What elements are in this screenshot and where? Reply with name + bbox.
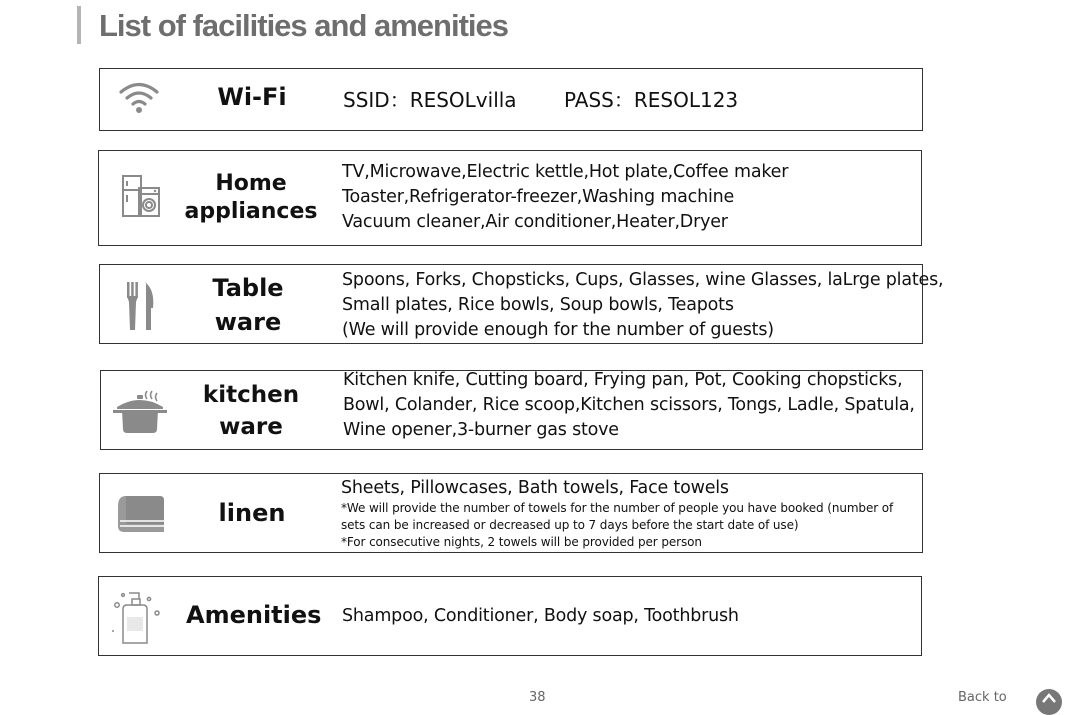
row-label: linen: [218, 499, 286, 527]
row-label: [181, 170, 321, 225]
fork-knife-icon: [125, 280, 157, 332]
row-details: [342, 604, 739, 629]
row-label-line: Home: [215, 171, 287, 196]
chevron-up-icon: [1042, 693, 1056, 703]
soap-bottle-icon: [109, 587, 165, 647]
wifi-icon: [118, 80, 160, 116]
detail-line: Wine opener,3-burner gas stove: [343, 420, 619, 440]
row-details: [343, 368, 915, 443]
row-wifi: [99, 68, 923, 131]
detail-line: (We will provide enough for the number of guests): [342, 320, 774, 340]
page-number: 38: [529, 690, 546, 705]
row-amenities: [98, 576, 922, 656]
row-table-ware: [99, 264, 944, 344]
detail-line: Toaster,Refrigerator-freezer,Washing machine: [342, 187, 735, 207]
back-to-top-button[interactable]: [1036, 689, 1062, 715]
wifi-ssid: SSID：RESOLvilla: [343, 88, 517, 112]
row-label-line: Table: [212, 274, 284, 302]
towel-icon: [116, 494, 166, 534]
detail-line: Vacuum cleaner,Air conditioner,Heater,Dryer: [342, 212, 728, 232]
home-appliance-icon: [121, 174, 161, 220]
detail-note: *We will provide the number of towels for the number of people you have booked (number of: [341, 501, 894, 515]
detail-line: Small plates, Rice bowls, Soup bowls, Teapots: [342, 295, 734, 315]
row-label-line: ware: [214, 308, 282, 336]
row-home-appliances: [98, 150, 922, 246]
row-label-line: appliances: [184, 198, 318, 224]
detail-line: Bowl, Colander, Rice scoop,Kitchen scissors, Tongs, Ladle, Spatula,: [343, 395, 915, 415]
title-accent-bar: [77, 6, 81, 44]
detail-line: Sheets, Pillowcases, Bath towels, Face towels: [341, 478, 729, 498]
row-label-line: ware: [219, 414, 283, 440]
row-label: Amenities: [186, 601, 322, 629]
detail-note: *For consecutive nights, 2 towels will be provided per person: [341, 535, 702, 549]
detail-note: sets can be increased or decreased up to 7 days before the start date of use): [341, 518, 799, 532]
detail-line: Shampoo, Conditioner, Body soap, Toothbrush: [342, 606, 739, 626]
cooking-pot-icon: [113, 389, 167, 435]
row-details: [342, 268, 943, 343]
detail-line: Kitchen knife, Cutting board, Frying pan, Pot, Cooking chopsticks,: [343, 370, 903, 390]
detail-line: Spoons, Forks, Chopsticks, Cups, Glasses, wine Glasses, laLrge plates,: [342, 270, 944, 290]
row-label: [191, 379, 311, 443]
row-label: Wi-Fi: [217, 83, 287, 111]
detail-line: TV,Microwave,Electric kettle,Hot plate,Coffee maker: [342, 162, 789, 182]
row-label: [188, 271, 308, 339]
page-title: List of facilities and amenities: [99, 8, 509, 43]
wifi-pass: PASS：RESOL123: [564, 88, 739, 112]
row-label-line: kitchen: [202, 382, 300, 408]
row-details: [342, 160, 788, 235]
row-kitchen-ware: [100, 370, 923, 450]
back-link[interactable]: Back to: [958, 690, 1007, 705]
row-linen: [99, 473, 923, 553]
row-details: [341, 476, 893, 551]
